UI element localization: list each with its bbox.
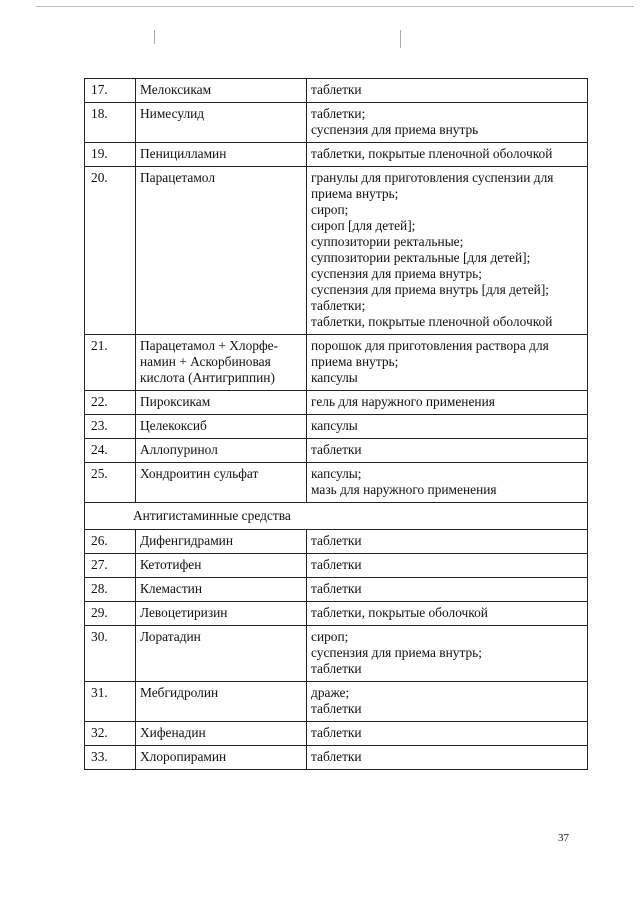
dosage-form: капсулы bbox=[311, 418, 358, 433]
table-row bbox=[85, 682, 588, 722]
dosage-forms bbox=[307, 103, 588, 143]
dosage-form: таблетки bbox=[311, 725, 362, 740]
row-number: 18. bbox=[85, 103, 136, 143]
dosage-form: таблетки, покрытые оболочкой bbox=[311, 605, 488, 620]
dosage-form: сироп; bbox=[311, 629, 349, 644]
page-top-edge bbox=[36, 6, 634, 7]
row-number: 17. bbox=[85, 79, 136, 103]
dosage-forms bbox=[307, 463, 588, 503]
drug-name: Левоцетиризин bbox=[136, 602, 307, 626]
dosage-forms bbox=[307, 143, 588, 167]
table-row bbox=[85, 578, 588, 602]
dosage-form: драже; bbox=[311, 685, 350, 700]
dosage-form: капсулы; bbox=[311, 466, 362, 481]
row-number: 23. bbox=[85, 415, 136, 439]
scan-mark bbox=[154, 30, 155, 44]
dosage-form: суспензия для приема внутрь [для детей]; bbox=[311, 282, 549, 297]
table-row bbox=[85, 626, 588, 682]
dosage-form: таблетки bbox=[311, 557, 362, 572]
dosage-forms bbox=[307, 554, 588, 578]
drug-name: Мелоксикам bbox=[136, 79, 307, 103]
table-row bbox=[85, 415, 588, 439]
row-number: 27. bbox=[85, 554, 136, 578]
dosage-forms bbox=[307, 391, 588, 415]
section-title: Антигистаминные средства bbox=[85, 503, 588, 530]
drug-name: Нимесулид bbox=[136, 103, 307, 143]
drug-name: Пеницилламин bbox=[136, 143, 307, 167]
row-number: 33. bbox=[85, 746, 136, 770]
drug-name: Целекоксиб bbox=[136, 415, 307, 439]
dosage-form: таблетки; bbox=[311, 298, 366, 313]
row-number: 30. bbox=[85, 626, 136, 682]
dosage-form: порошок для приготовления раствора для приема внутрь; bbox=[311, 338, 549, 369]
dosage-form: мазь для наружного применения bbox=[311, 482, 497, 497]
dosage-forms bbox=[307, 530, 588, 554]
drug-name: Дифенгидрамин bbox=[136, 530, 307, 554]
dosage-forms bbox=[307, 79, 588, 103]
dosage-form: таблетки bbox=[311, 581, 362, 596]
dosage-form: суппозитории ректальные [для детей]; bbox=[311, 250, 531, 265]
row-number: 22. bbox=[85, 391, 136, 415]
drug-name: Парацетамол + Хлорфе-намин + Аскорбиновая кислота (Антигриппин) bbox=[136, 335, 307, 391]
dosage-forms bbox=[307, 578, 588, 602]
table-row bbox=[85, 143, 588, 167]
table-row bbox=[85, 167, 588, 335]
table-row bbox=[85, 335, 588, 391]
dosage-form: таблетки bbox=[311, 442, 362, 457]
dosage-form: таблетки bbox=[311, 701, 362, 716]
dosage-form: суспензия для приема внутрь; bbox=[311, 645, 483, 660]
row-number: 24. bbox=[85, 439, 136, 463]
drug-name: Хлоропирамин bbox=[136, 746, 307, 770]
table-row bbox=[85, 602, 588, 626]
dosage-form: капсулы bbox=[311, 370, 358, 385]
table-row bbox=[85, 746, 588, 770]
medicine-table bbox=[84, 78, 588, 770]
drug-name: Парацетамол bbox=[136, 167, 307, 335]
drug-name: Лоратадин bbox=[136, 626, 307, 682]
table-row bbox=[85, 439, 588, 463]
table-row bbox=[85, 103, 588, 143]
dosage-form: гранулы для приготовления суспензии для приема внутрь; bbox=[311, 170, 554, 201]
dosage-form: таблетки, покрытые пленочной оболочкой bbox=[311, 146, 553, 161]
drug-name: Кетотифен bbox=[136, 554, 307, 578]
dosage-form: таблетки bbox=[311, 749, 362, 764]
table-row bbox=[85, 391, 588, 415]
row-number: 19. bbox=[85, 143, 136, 167]
section-row bbox=[85, 503, 588, 530]
drug-name: Мебгидролин bbox=[136, 682, 307, 722]
dosage-form: таблетки, покрытые пленочной оболочкой bbox=[311, 314, 553, 329]
row-number: 31. bbox=[85, 682, 136, 722]
row-number: 32. bbox=[85, 722, 136, 746]
dosage-forms bbox=[307, 682, 588, 722]
row-number: 20. bbox=[85, 167, 136, 335]
dosage-form: таблетки bbox=[311, 533, 362, 548]
table-row bbox=[85, 722, 588, 746]
dosage-forms bbox=[307, 439, 588, 463]
dosage-form: таблетки bbox=[311, 661, 362, 676]
row-number: 29. bbox=[85, 602, 136, 626]
dosage-forms bbox=[307, 626, 588, 682]
table-row bbox=[85, 463, 588, 503]
dosage-forms bbox=[307, 602, 588, 626]
drug-name: Аллопуринол bbox=[136, 439, 307, 463]
dosage-form: сироп; bbox=[311, 202, 349, 217]
dosage-form: суспензия для приема внутрь; bbox=[311, 266, 483, 281]
dosage-forms bbox=[307, 167, 588, 335]
dosage-form: суппозитории ректальные; bbox=[311, 234, 464, 249]
table-row bbox=[85, 530, 588, 554]
dosage-form: сироп [для детей]; bbox=[311, 218, 416, 233]
row-number: 21. bbox=[85, 335, 136, 391]
scan-mark bbox=[400, 30, 401, 48]
dosage-forms bbox=[307, 335, 588, 391]
drug-name: Хондроитин сульфат bbox=[136, 463, 307, 503]
medicine-table-body bbox=[85, 79, 588, 770]
table-row bbox=[85, 554, 588, 578]
dosage-form: таблетки bbox=[311, 82, 362, 97]
row-number: 28. bbox=[85, 578, 136, 602]
drug-name: Хифенадин bbox=[136, 722, 307, 746]
row-number: 25. bbox=[85, 463, 136, 503]
row-number: 26. bbox=[85, 530, 136, 554]
dosage-forms bbox=[307, 415, 588, 439]
page-number: 37 bbox=[558, 832, 569, 844]
dosage-form: суспензия для приема внутрь bbox=[311, 122, 479, 137]
dosage-form: гель для наружного применения bbox=[311, 394, 495, 409]
table-row bbox=[85, 79, 588, 103]
dosage-forms bbox=[307, 722, 588, 746]
dosage-forms bbox=[307, 746, 588, 770]
drug-name: Пироксикам bbox=[136, 391, 307, 415]
drug-name: Клемастин bbox=[136, 578, 307, 602]
dosage-form: таблетки; bbox=[311, 106, 366, 121]
